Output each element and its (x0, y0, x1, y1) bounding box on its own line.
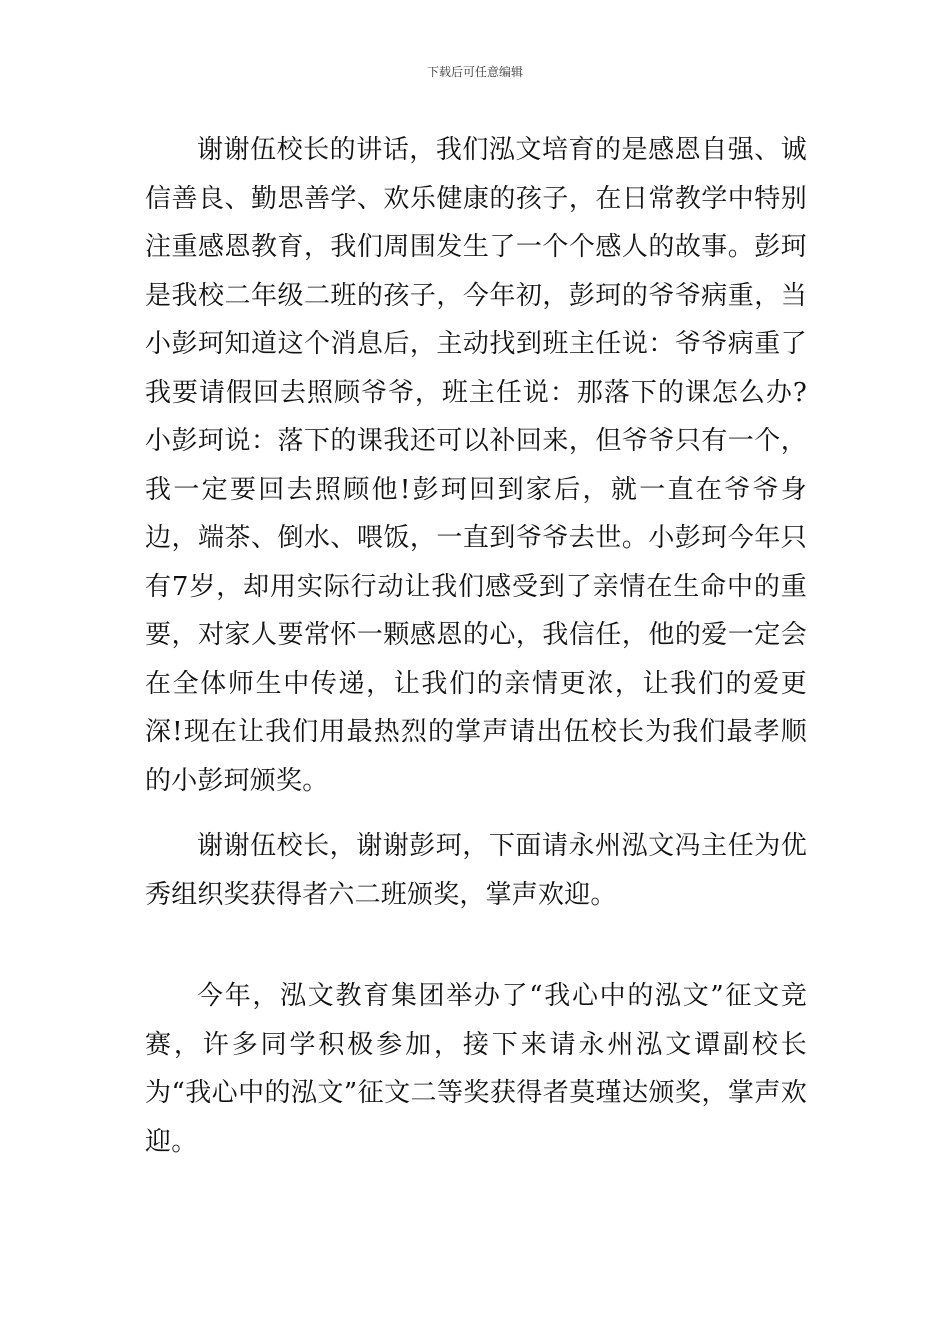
paragraph-3: 今年，泓文教育集团举办了“我心中的泓文”征文竞赛，许多同学积极参加，接下来请永州泓文谭副校长为“我心中的泓文”征文二等奖获得者莫瑾达颁奖，掌声欢迎。 (145, 981, 807, 1157)
page-header-note: 下载后可任意编辑 (426, 65, 523, 79)
paragraph-2: 谢谢伍校长，谢谢彭珂，下面请永州泓文冯主任为优秀组织奖获得者六二班颁奖，掌声欢迎。 (145, 831, 807, 910)
paragraph-1: 谢谢伍校长的讲话，我们泓文培育的是感恩自强、诚信善良、勤思善学、欢乐健康的孩子，在日常教学中特别注重感恩教育，我们周围发生了一个个感人的故事。彭珂是我校二年级二班的孩子，今年初，彭珂的爷爷病重，当小彭珂知道这个消息后，主动找到班主任说：爷爷病重了我要请假回去照顾爷爷，班主任说：那落下的课怎么办?小彭珂说：落下的课我还可以补回来，但爷爷只有一个，我一定要回去照顾他!彭珂回到家后，就一直在爷爷身边，端茶、倒水、喂饭，一直到爷爷去世。小彭珂今年只有7岁，却用实际行动让我们感受到了亲情在生命中的重要，对家人要常怀一颗感恩的心，我信任，他的爱一定会在全体师生中传递，让我们的亲情更浓，让我们的爱更深!现在让我们用最热烈的掌声请出伍校长为我们最孝顺的小彭珂颁奖。 (145, 135, 807, 796)
